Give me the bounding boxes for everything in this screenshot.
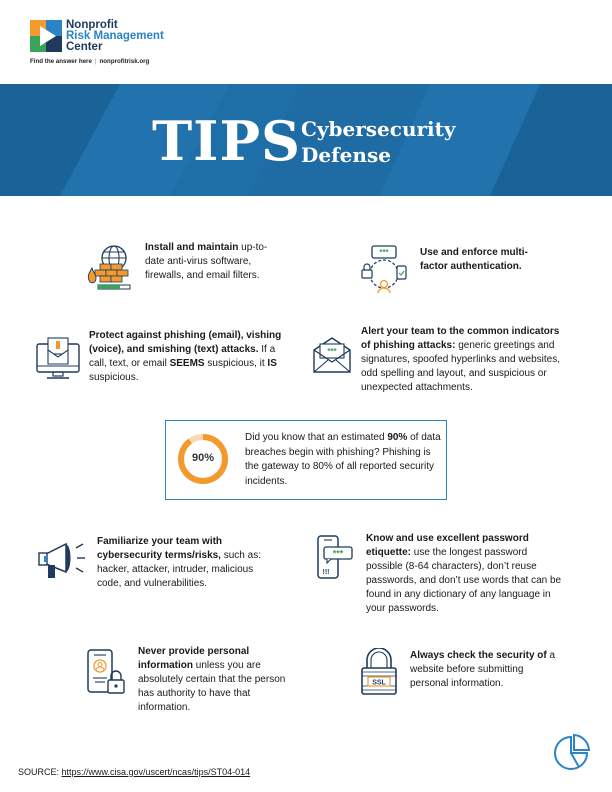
tip-phishing-indicators — [361, 325, 566, 395]
tip-personal-body: unless you are absolutely certain that the person has authority to have that information. — [138, 660, 286, 713]
tip-phishing-body3: suspicious. — [89, 372, 139, 383]
source-citation — [18, 767, 250, 777]
tagline-url: nonprofitrisk.org — [99, 58, 150, 65]
callout-text-post: of data breaches begin with phishing? Phishing is the gateway to 80% of all reported security incidents. — [245, 432, 441, 487]
mfa-stars: *** — [379, 248, 389, 257]
alert-stars: *** — [327, 347, 337, 356]
organization-logo — [30, 20, 190, 70]
tip-ssl-lead: Always check the security of — [410, 650, 547, 661]
callout-text-pre: Did you know that an estimated — [245, 432, 388, 443]
tip-ssl-body: a website before submitting personal information. — [410, 650, 556, 689]
banner-title: TIPS — [152, 109, 302, 173]
password-alert: !!! — [322, 569, 330, 576]
pie-logo-icon — [551, 733, 591, 773]
banner-subtitle-line1: Cybersecurity — [301, 117, 456, 141]
tip-password — [366, 532, 566, 616]
tip-terms-lead: Familiarize your team with cybersecurity terms/risks, — [97, 536, 223, 561]
tip-antivirus-body: up-to-date anti-virus software, firewalls, and email filters. — [145, 242, 268, 281]
tagline-left: Find the answer here — [30, 58, 92, 65]
donut-label: 90% — [191, 452, 215, 464]
banner-subtitle — [301, 116, 455, 168]
tip-password-lead: Know and use excellent password etiquette: — [366, 533, 529, 558]
source-link[interactable]: https://www.cisa.gov/uscert/ncas/tips/ST04-014 — [61, 767, 251, 777]
tip-mfa — [420, 246, 530, 274]
tip-ssl — [410, 649, 560, 691]
tip-antivirus — [145, 241, 285, 283]
tip-phishing-body1: If a call, text, or email — [89, 344, 276, 369]
multi-factor-auth-icon — [358, 244, 410, 294]
tip-personal-info — [138, 645, 288, 715]
tip-phishing-body2: suspicious, it — [204, 358, 268, 369]
tip-antivirus-lead: Install and maintain — [145, 242, 239, 253]
megaphone-icon — [36, 538, 88, 584]
password-stars: *** — [332, 548, 344, 559]
banner-subtitle-line2: Defense — [301, 143, 391, 167]
play-logo-icon — [30, 20, 62, 52]
firewall-globe-icon — [84, 244, 136, 290]
phone-lock-icon — [84, 648, 130, 696]
ssl-badge: SSL — [372, 679, 386, 687]
tip-alert-lead: Alert your team to the common indicators of phishing attacks: — [361, 326, 560, 351]
envelope-password-icon — [311, 334, 353, 374]
callout-text — [245, 431, 441, 489]
tip-phishing-emph1: SEEMS — [169, 358, 205, 369]
tip-personal-lead: Never provide personal information — [138, 646, 250, 671]
tip-mfa-lead: Use and enforce multi-factor authentication. — [420, 247, 528, 272]
tip-alert-body: generic greetings and signatures, spoofed hyperlinks and websites, odd spelling and layout, and suspicious or unexpected attachments. — [361, 340, 561, 393]
tip-terms-body: such as: hacker, attacker, intruder, malicious code, and vulnerabilities. — [97, 550, 261, 589]
tip-phishing-lead: Protect against phishing (email), vishing (voice), and smishing (text) attacks. — [89, 330, 282, 355]
logo-wordmark — [66, 20, 164, 53]
logo-line3: Center — [66, 41, 103, 53]
tip-phishing — [89, 329, 289, 385]
ssl-padlock-icon — [355, 648, 403, 696]
phone-password-icon — [312, 534, 358, 580]
logo-line1: Nonprofit — [66, 19, 118, 31]
source-label: SOURCE: — [18, 767, 62, 777]
tip-password-body: use the longest password possible (8-64 characters), don’t reuse passwords, and don’t use words that can be found in any dictionary of any language in your passwords. — [366, 547, 562, 614]
callout-text-emph: 90% — [387, 432, 408, 443]
tip-phishing-emph2: IS — [267, 358, 277, 369]
logo-line2: Risk Management — [66, 30, 164, 42]
email-monitor-icon — [35, 336, 81, 380]
logo-tagline: Find the answer here | nonprofitrisk.org — [30, 58, 150, 65]
tip-cyber-terms — [97, 535, 272, 591]
